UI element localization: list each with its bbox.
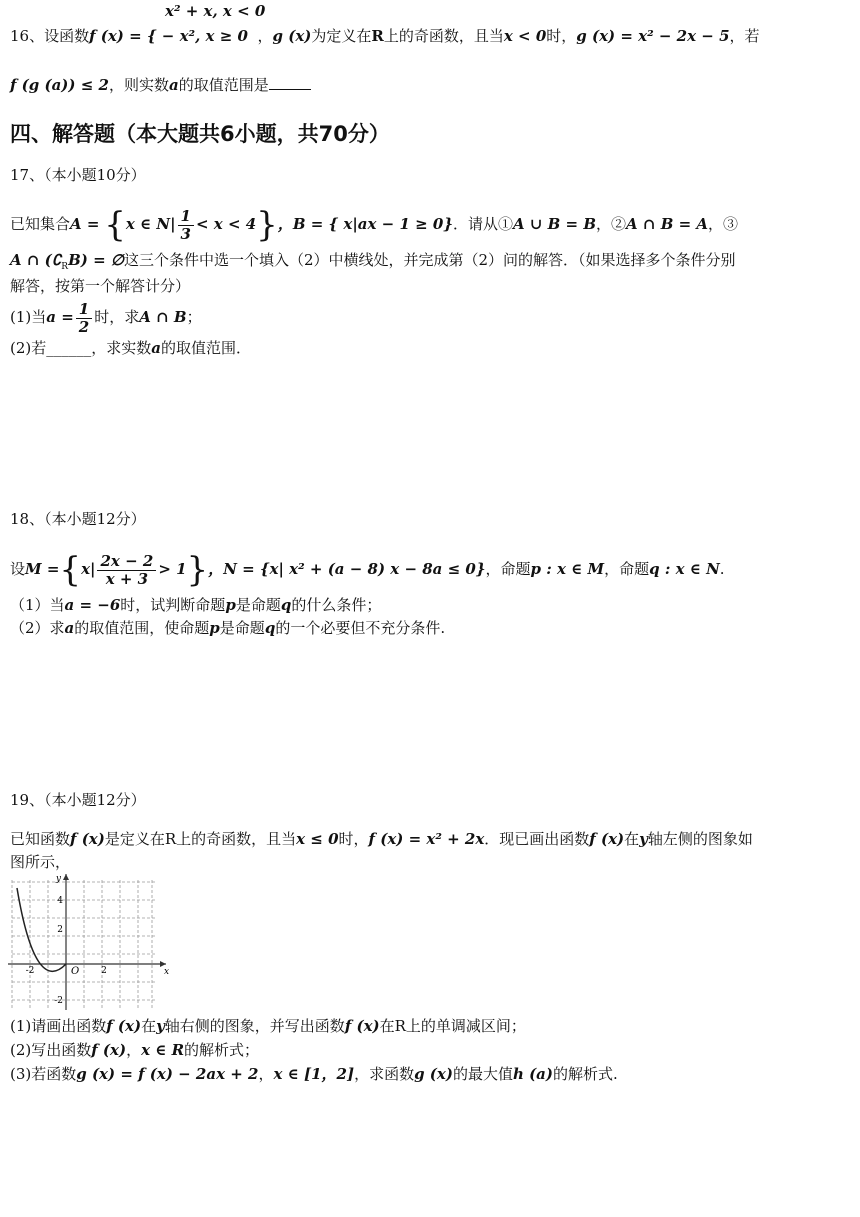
tick-x-2: 2 <box>101 966 107 976</box>
fraction: $\frac{1}{3}$ <box>178 208 194 243</box>
graph-grid <box>12 880 156 1010</box>
q16-line1: 16、设函数f (x) = { − x², x ≥ 0 ，g (x)为定义在R上的奇函数，且当x < 0时，g (x) = x² − 2x − 5，若 <box>10 27 760 45</box>
q16-line2: f (g (a)) ≤ 2，则实数a的取值范围是 <box>10 75 311 95</box>
q17-part2: (2)若______，求实数a的取值范围． <box>10 339 251 357</box>
answer-blank[interactable] <box>269 75 311 90</box>
q17-part1: (1)当a = $\frac{1}{2}$ 时，求A ∩ B； <box>10 299 202 336</box>
q18-line1: 设M ={x| $\frac{2x - 2}{x + 3}$ > 1}，N = {x| x² + (a − 8) x − 8a ≤ 0}，命题p : x ∈ M，命题q : x ∈ N. <box>10 550 725 590</box>
q17-line2: A ∩ $(∁_RB)$ = ∅这三个条件中选一个填入（2）中横线处，并完成第（2）问的解答．（如果选择多个条件分别 <box>10 251 736 272</box>
q18-part2: （2）求a的取值范围，使命题p是命题q的一个必要但不充分条件. <box>10 619 446 637</box>
q17-line3: 解答，按第一个解答计分） <box>10 277 191 295</box>
fraction: $\frac{1}{2}$ <box>76 301 92 336</box>
tick-y-2: 2 <box>57 925 63 935</box>
q19-header: 19、（本小题12分） <box>10 791 146 809</box>
q18-part1: （1）当a = −6时，试判断命题p是命题q的什么条件； <box>10 596 382 614</box>
q19-part2: (2)写出函数f (x)，x ∈ R的解析式； <box>10 1041 260 1059</box>
function-graph <box>8 872 173 1012</box>
y-axis-label: y <box>55 874 61 884</box>
q19-line2: 图所示， <box>10 853 71 871</box>
q19-part3: (3)若函数g (x) = f (x) − 2ax + 2，x ∈ [1，2]，求函数g (x)的最大值h (a)的解析式. <box>10 1065 618 1083</box>
q19-line1: 已知函数f (x)是定义在R上的奇函数，且当x ≤ 0时，f (x) = x² + 2x．现已画出函数f (x)在y轴左侧的图象如 <box>10 830 753 848</box>
section-heading: 四、解答题（本大题共6小题，共70分） <box>10 122 390 146</box>
origin-label: O <box>71 966 80 977</box>
q19-part1: (1)请画出函数f (x)在y轴右侧的图象，并写出函数f (x)在R上的单调减区间； <box>10 1017 526 1035</box>
y-axis-arrow <box>63 874 69 880</box>
q17-line1: 已知集合A = {x ∈ N| $\frac{1}{3}$ < x < 4}，B = { x|ax − 1 ≥ 0}．请从①A ∪ B = B，②A ∩ B = A，③ <box>10 205 739 245</box>
tick-x-neg2: -2 <box>25 966 35 976</box>
q17-header: 17、（本小题10分） <box>10 166 146 184</box>
fraction: $\frac{2x - 2}{x + 3}$ <box>97 553 156 588</box>
q16-piecewise-top: x² + x, x < 0 <box>165 2 266 20</box>
x-axis-label: x <box>164 967 170 977</box>
tick-y-neg2: -2 <box>54 996 63 1006</box>
q18-header: 18、（本小题12分） <box>10 510 146 528</box>
tick-y-4: 4 <box>57 896 63 906</box>
